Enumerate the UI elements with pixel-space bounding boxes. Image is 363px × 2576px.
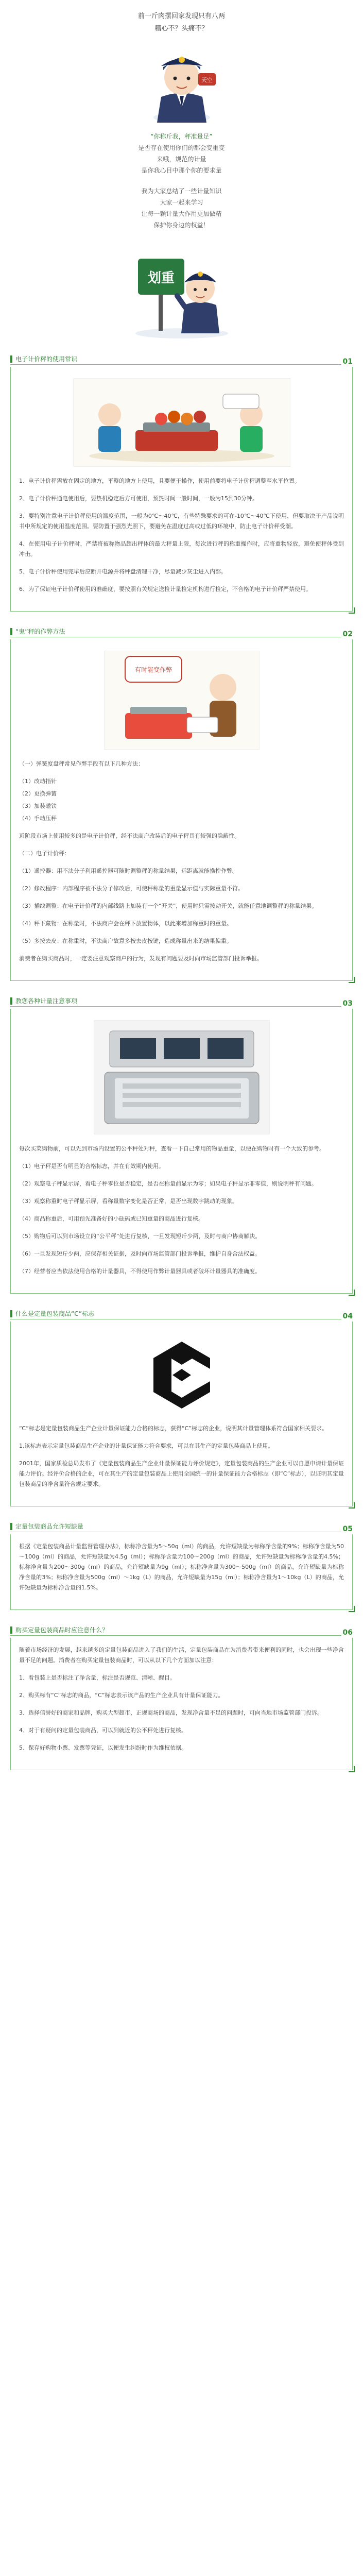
- section-number: 05: [342, 1525, 353, 1533]
- police-cartoon: [141, 40, 223, 128]
- paragraph: 2、购买标有“C”标志的商品，“C”标志表示该产品的生产企业具有计量保证能力。: [19, 1692, 224, 1699]
- paragraph: 1、看包装上是否标注了净含量，标注是否规范、清晰、醒目。: [19, 1674, 176, 1681]
- paragraph: （4）秤下藏物：在称量时，不法商户会在秤下放置物体，以此来增加称重时的重量。: [19, 920, 232, 927]
- section-header: [10, 625, 353, 642]
- section-body: [19, 476, 344, 595]
- paragraph: 4、对于有疑问的定量包装商品，可以到就近的公平秤处进行复核。: [19, 1727, 187, 1734]
- section-01: [10, 352, 353, 612]
- section-body: [19, 1144, 344, 1277]
- section-number: 06: [342, 1629, 353, 1637]
- paragraph: （2）修改程序：内部程序被不法分子修改后，可使秤称量的重量显示值与实际重量不符。: [19, 885, 244, 892]
- section-header: [10, 352, 353, 370]
- paragraph: 4、在使用电子计价秤时，严禁将被称物品超出秤体的最大秤量上限，每次进行秤的称重操作时，应将重物轻放，避免使秤体受到冲击。: [19, 540, 344, 557]
- section-06: [10, 1623, 353, 1770]
- paragraph: （3）插线调整：在电子计价秤的内部线路上加装有一个“开关”，使用时只需按动开关，就能任意地调整秤的称量结果。: [19, 903, 318, 909]
- section-title: 教您各种计量注意事项: [15, 997, 78, 1005]
- cheating-scale-cartoon: [104, 651, 260, 750]
- paragraph: 1、电子计价秤需放在固定的地方，平整的地方上使用，且要便于操作，使用前要将电子计价秤调整至水平位置。: [19, 478, 300, 484]
- intro-para-1: 是否存在使用你们的都会变重变: [138, 144, 225, 151]
- paragraph: 2001年，国家质检总局发布了《定量包装商品生产企业计量保证能力评价规定》，定量包装商品的生产企业可以自愿申请计量保证能力评价。经评价合格的企业，可在其生产的定量包装商品上使用全国统一的计量保证能力合格标志（即“C”标志），以证明其定量包装商品的净含量符合规定要求。: [19, 1460, 344, 1487]
- section-number: 01: [342, 358, 353, 366]
- section-body: [19, 1541, 344, 1593]
- paragraph: （6）一旦发现短斤少两，应保存相关证据，及时向市场监管部门投诉举报，维护自身合法权益。: [19, 1250, 261, 1257]
- paragraph: （3）加装磁铁: [19, 803, 57, 809]
- intro-para-7: 保护你身边的权益！: [153, 222, 210, 229]
- paragraph: （二）电子计价秤：: [19, 850, 70, 857]
- paragraph: （1）遥控器：用不法分子利用遥控器可随时调整秤的称量结果，远距离就能操控作弊。: [19, 868, 238, 874]
- paragraph: 2、电子计价秤通电使用后，要热机稳定后方可使用，预热时间一般时间，一般为15到30分钟。: [19, 495, 258, 502]
- section-02: [10, 625, 353, 981]
- section-number: 04: [342, 1312, 353, 1320]
- paragraph: （1）电子秤是否有明显的合格标志，并在有效期内使用。: [19, 1163, 164, 1170]
- section-title: 电子计价秤的使用常识: [15, 355, 78, 363]
- section-body: [19, 1645, 344, 1753]
- section-title: 定量包装商品允许短缺量: [15, 1523, 84, 1530]
- section-title: 什么是定量包装商品“C”标志: [15, 1310, 95, 1317]
- section-title: “鬼”秤的作弊方法: [15, 628, 65, 635]
- section-03: [10, 994, 353, 1294]
- section-header: [10, 1520, 353, 1537]
- paragraph: （3）观察称重时电子秤显示屏，看称量数字变化是否正常，是否出现数字跳动的现象。: [19, 1198, 238, 1205]
- paragraph: 每次买菜购物前，可以先到市场内设置的公平秤处对秤，查看一下自己常用的物品重量，以便在购物时有一个大致的参考。: [19, 1145, 325, 1152]
- speech-bubble-text: 有时能变作弊: [134, 666, 172, 673]
- paragraph: 1.该标志表示定量包装商品生产企业的计量保证能力符合要求，可以在其生产的定量包装商品上使用。: [19, 1443, 274, 1449]
- section-title: 购买定量包装商品时应注意什么？: [15, 1626, 109, 1634]
- intro-para-2: 来哦，规范的计量: [157, 156, 206, 163]
- section-number: 03: [342, 999, 353, 1008]
- intro-para-6: 让每一颗计量大作用更加做精: [141, 210, 222, 217]
- section-05: [10, 1520, 353, 1610]
- paragraph: （一）弹簧度盘秤常见作弊手段有以下几种方法：: [19, 760, 144, 767]
- section-number: 02: [342, 630, 353, 638]
- c-mark-logo: [151, 1339, 213, 1411]
- paragraph: （5）购物后可以到市场设立的“公平秤”处进行复核，一旦发现短斤少两，及时与商户协商解决。: [19, 1233, 261, 1240]
- paragraph: （7）经营者应当依法使用合格的计量器具，不得使用作弊计量器具或者破坏计量器具的准确度。: [19, 1268, 261, 1275]
- section-body: [19, 759, 344, 964]
- section-04: [10, 1307, 353, 1506]
- paragraph: （5）多按去皮：在称重时，不法商户故意多按去皮按键，造成称量出来的结果偏重。: [19, 938, 232, 944]
- intro: [0, 0, 363, 341]
- paragraph: 3、要特别注意电子计价秤使用的温度范围，一般为0℃～40℃，有些特殊要求的可在-10℃～40℃下使用，但要取决于产品说明书中所规定的使用温度范围。要防置于强烈光照下，要避免在温度过高或过低的环境中，防止电子计价秤受潮。: [19, 513, 344, 530]
- intro-slogan: “你称斤我，秤准量足”: [150, 133, 213, 140]
- paragraph: （4）手动压秤: [19, 815, 57, 822]
- paragraph: 5、保存好购物小票、发票等凭证，以便发生纠纷时作为维权依据。: [19, 1744, 187, 1751]
- paragraph: （2）更换弹簧: [19, 790, 57, 797]
- paragraph: 根据《定量包装商品计量监督管理办法》，标称净含量为5～50g（ml）的商品，允许短缺量为标称净含量的9%；标称净含量为50～100g（ml）的商品，允许短缺量为4.5g（ml）；标称净含量为100～200g（ml）的商品，允许短缺量为标称净含量的4.5%；标称净含量为200～300g（ml）的商品，允许短缺量为9g（ml）；标称净含量为300～500g（ml）的商品，允许短缺量为标称净含量的3%；标称净含量为500g（ml）～1kg（L）的商品，允许短缺量为15g（ml）；标称净含量为1～10kg（L）的商品，允许短缺量为标称净含量的1.5%。: [19, 1543, 344, 1591]
- paragraph: （2）观察电子秤显示屏，看电子秤零位是否稳定，是否在称量前显示为零；如果电子秤显示非零值，则说明秤有问题。: [19, 1180, 317, 1187]
- paragraph: 6、为了保证电子计价秤使用的准确度，要按照有关规定送检计量检定机构进行检定，不合格的电子计价秤严禁使用。: [19, 586, 312, 592]
- paragraph: 3、选择信誉好的商家和品牌，购买大型超市、正规商场的商品，发现净含量不足的问题时，可向当地市场监管部门投诉。: [19, 1709, 323, 1716]
- section-body: [19, 1423, 344, 1489]
- intro-line-1: 前一斤肉摆回家发现只有八两: [137, 12, 225, 20]
- section-header: [10, 1307, 353, 1325]
- paragraph: 消费者在购买商品时，一定要注意观察商户的行为，发现有问题要及时向市场监管部门投诉举报。: [19, 955, 263, 962]
- intro-line-2: 糟心不？头痛不？: [154, 25, 209, 32]
- police-badge-text: 天空: [201, 77, 213, 83]
- paragraph: 近阶段市场上使用较多的是电子计价秤，经不法商户改装后的电子秤具有较强的隐蔽性。: [19, 833, 240, 839]
- paragraph: “C”标志是定量包装商品生产企业计量保证能力合格的标志，获得“C”标志的企业，说明其计量管理体系符合国家相关要求。: [19, 1425, 328, 1432]
- paragraph: （4）商品称重后，可用预先准备好的小砝码或已知重量的商品进行复核。: [19, 1215, 204, 1222]
- intro-para-5: 大家一起来学习: [160, 199, 203, 206]
- intro-para-4: 我为大家总结了一些计量知识: [141, 188, 222, 195]
- police-sign-cartoon: [128, 238, 236, 341]
- paragraph: 5、电子计价秤使用完毕后应断开电源并将秤盘清理干净，尽量减少灰尘进入内部。: [19, 568, 227, 575]
- intro-para-3: 是你我心目中那个你的要求量: [141, 167, 222, 174]
- paragraph: 随着市场经济的发展，越来越多的定量包装商品进入了我们的生活，定量包装商品在为消费者带来便利的同时，也会出现一些净含量不足的问题。消费者在购买定量包装商品时，可以从以下几个方面加以注意：: [19, 1647, 344, 1664]
- scale-cheating-illustration: [73, 378, 290, 467]
- paragraph: （1）改动指针: [19, 778, 57, 785]
- sign-text: 划重: [147, 270, 175, 286]
- electronic-scale-photo: [94, 1020, 270, 1134]
- section-header: [10, 994, 353, 1012]
- section-header: [10, 1623, 353, 1641]
